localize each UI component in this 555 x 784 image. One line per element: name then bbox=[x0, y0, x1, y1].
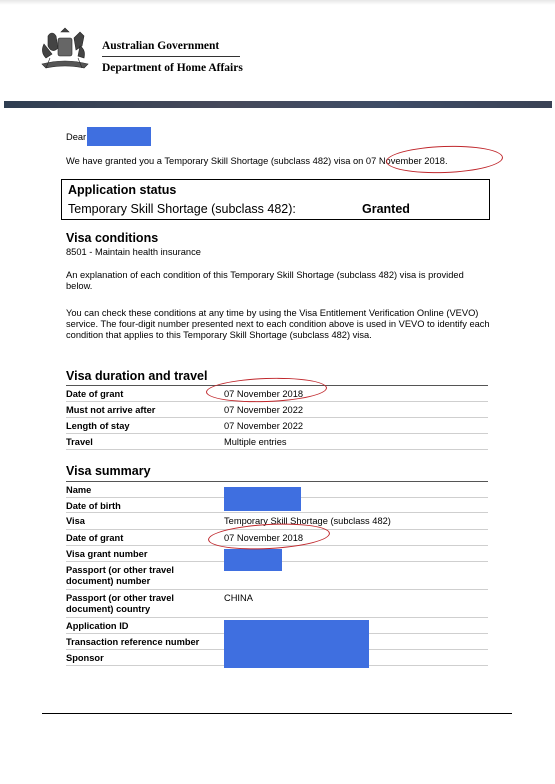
page-edge bbox=[0, 0, 555, 5]
header-banner bbox=[4, 101, 552, 108]
government-name: Australian Government bbox=[102, 40, 220, 52]
department-name: Department of Home Affairs bbox=[102, 62, 243, 74]
table-row bbox=[66, 589, 488, 617]
row-label: Travel bbox=[66, 437, 93, 447]
row-label: Application ID bbox=[66, 621, 129, 631]
row-value: 07 November 2018 bbox=[224, 533, 304, 543]
table-row bbox=[66, 401, 488, 417]
row-label: Date of grant bbox=[66, 533, 124, 543]
status-value: Granted bbox=[362, 202, 410, 216]
row-label: Passport (or other travel document) country bbox=[66, 593, 174, 614]
row-label: Visa grant number bbox=[66, 549, 148, 559]
row-label: Sponsor bbox=[66, 653, 104, 663]
coat-of-arms-icon bbox=[34, 26, 96, 74]
row-value: 07 November 2022 bbox=[224, 405, 304, 415]
conditions-explanation: An explanation of each condition of this Temporary Skill Shortage (subclass 482) visa is provided below. bbox=[66, 270, 464, 291]
duration-heading: Visa duration and travel bbox=[66, 369, 208, 383]
letterhead bbox=[28, 26, 288, 78]
row-value: 07 November 2022 bbox=[224, 421, 304, 431]
conditions-heading: Visa conditions bbox=[66, 231, 159, 245]
table-bottom-rule bbox=[66, 449, 488, 450]
row-label: Date of birth bbox=[66, 501, 121, 511]
row-value: Temporary Skill Shortage (subclass 482) bbox=[224, 516, 391, 526]
salutation: Dear bbox=[66, 132, 87, 142]
redaction-grant-number bbox=[224, 549, 282, 571]
row-value: CHINA bbox=[224, 593, 253, 603]
annotation-circle-intro-date bbox=[386, 144, 504, 175]
condition-item: 8501 - Maintain health insurance bbox=[66, 247, 201, 257]
redaction-name bbox=[87, 127, 151, 146]
row-label: Length of stay bbox=[66, 421, 130, 431]
status-visa: Temporary Skill Shortage (subclass 482): bbox=[68, 202, 296, 216]
row-label: Visa bbox=[66, 516, 85, 526]
row-label: Passport (or other travel document) number bbox=[66, 565, 174, 586]
intro-text: We have granted you a Temporary Skill Shortage (subclass 482) visa on 07 November 2018. bbox=[66, 156, 448, 166]
row-value: 07 November 2018 bbox=[224, 389, 304, 399]
row-label: Name bbox=[66, 485, 92, 495]
row-label: Date of grant bbox=[66, 389, 124, 399]
redaction-name-dob bbox=[224, 487, 301, 511]
summary-heading: Visa summary bbox=[66, 464, 151, 478]
row-value: Multiple entries bbox=[224, 437, 287, 447]
row-label: Must not arrive after bbox=[66, 405, 156, 415]
row-label: Transaction reference number bbox=[66, 637, 200, 647]
status-title: Application status bbox=[68, 183, 177, 197]
table-row bbox=[66, 417, 488, 433]
letterhead-divider bbox=[102, 56, 240, 57]
redaction-application-sponsor bbox=[224, 620, 369, 668]
table-row bbox=[66, 433, 488, 449]
application-status-box bbox=[61, 179, 490, 220]
footer-divider bbox=[42, 713, 512, 714]
conditions-vevo: You can check these conditions at any time by using the Visa Entitlement Verification Online (VEVO) service. The four-digit number presented next to each condition above is used in VEVO to identify each condition that applies to this Temporary Skill Shortage (subclass 482) visa. bbox=[66, 308, 490, 340]
